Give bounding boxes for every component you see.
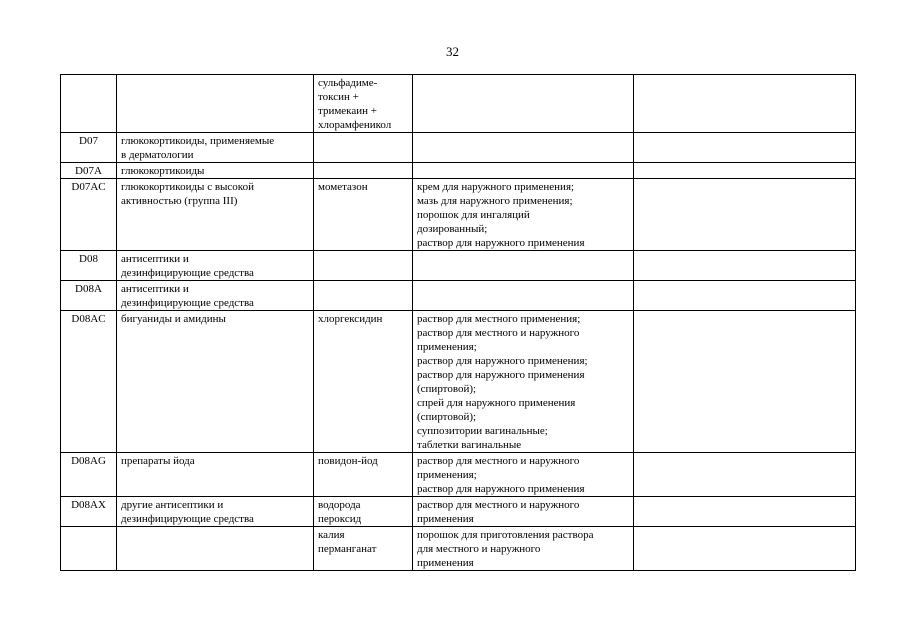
dosage-forms-cell — [413, 163, 634, 179]
extra-cell — [634, 179, 856, 251]
extra-cell — [634, 251, 856, 281]
group-name-cell — [117, 453, 314, 497]
atc-code-cell — [61, 497, 117, 527]
substance-cell — [314, 527, 413, 571]
dosage-form-line: раствор для местного и наружного — [417, 327, 580, 339]
group-name-line: другие антисептики и — [121, 499, 224, 511]
substance-line: перманганат — [318, 543, 377, 555]
group-name-line: дезинфицирующие средства — [121, 267, 254, 279]
table-row — [61, 527, 856, 571]
dosage-form-line: суппозитории вагинальные; — [417, 425, 548, 437]
atc-code: D08A — [75, 283, 102, 295]
atc-code: D08AG — [71, 455, 106, 467]
table-row — [61, 497, 856, 527]
atc-code-cell — [61, 453, 117, 497]
dosage-form-line: порошок для приготовления раствора — [417, 529, 594, 541]
extra-cell — [634, 281, 856, 311]
atc-code: D08AC — [71, 313, 106, 325]
dosage-forms-cell — [413, 75, 634, 133]
dosage-forms-cell — [413, 311, 634, 453]
dosage-form-line: (спиртовой); — [417, 383, 477, 395]
substance-line: повидон-йод — [318, 455, 378, 467]
extra-cell — [634, 75, 856, 133]
group-name-cell — [117, 281, 314, 311]
atc-code-cell — [61, 179, 117, 251]
substance-line: хлорамфеникол — [318, 119, 392, 131]
substance-cell — [314, 497, 413, 527]
dosage-form-line: раствор для местного и наружного — [417, 499, 580, 511]
substance-line: хлоргексидин — [318, 313, 383, 325]
atc-code: D07A — [75, 165, 102, 177]
group-name-line: антисептики и — [121, 283, 189, 295]
group-name-cell — [117, 179, 314, 251]
dosage-form-line: (спиртовой); — [417, 411, 477, 423]
group-name-line: глюкокортикоиды — [121, 165, 205, 177]
group-name-line: в дерматологии — [121, 149, 194, 161]
dosage-forms-cell — [413, 453, 634, 497]
atc-code-cell — [61, 311, 117, 453]
dosage-forms-cell — [413, 251, 634, 281]
substance-cell — [314, 453, 413, 497]
substance-line: калия — [318, 529, 345, 541]
group-name-line: бигуаниды и амидины — [121, 313, 226, 325]
substance-line: мометазон — [318, 181, 368, 193]
dosage-form-line: раствор для наружного применения — [417, 483, 585, 495]
substance-cell — [314, 75, 413, 133]
group-name-cell — [117, 163, 314, 179]
drug-table — [60, 74, 856, 571]
atc-code-cell — [61, 527, 117, 571]
extra-cell — [634, 311, 856, 453]
group-name-cell — [117, 133, 314, 163]
dosage-form-line: раствор для наружного применения — [417, 237, 585, 249]
substance-line: токсин + — [318, 91, 359, 103]
table-row — [61, 133, 856, 163]
substance-line: водорода — [318, 499, 361, 511]
dosage-form-line: применения — [417, 557, 474, 569]
substance-cell — [314, 163, 413, 179]
dosage-form-line: крем для наружного применения; — [417, 181, 575, 193]
group-name-cell — [117, 311, 314, 453]
dosage-form-line: таблетки вагинальные — [417, 439, 522, 451]
group-name-line: препараты йода — [121, 455, 195, 467]
substance-line: сульфадиме- — [318, 77, 378, 89]
substance-cell — [314, 281, 413, 311]
dosage-forms-cell — [413, 497, 634, 527]
atc-code-cell — [61, 75, 117, 133]
page-number: 32 — [446, 44, 459, 59]
group-name-cell — [117, 251, 314, 281]
extra-cell — [634, 497, 856, 527]
extra-cell — [634, 527, 856, 571]
table-row — [61, 453, 856, 497]
drug-table-body — [61, 75, 856, 571]
substance-line: пероксид — [318, 513, 362, 525]
table-row — [61, 75, 856, 133]
table-row — [61, 311, 856, 453]
dosage-form-line: раствор для наружного применения; — [417, 355, 588, 367]
atc-code: D07 — [79, 135, 98, 147]
atc-code-cell — [61, 281, 117, 311]
group-name-line: активностью (группа III) — [121, 195, 238, 207]
extra-cell — [634, 133, 856, 163]
substance-line: тримекаин + — [318, 105, 377, 117]
extra-cell — [634, 163, 856, 179]
group-name-cell — [117, 527, 314, 571]
extra-cell — [634, 453, 856, 497]
dosage-form-line: применения; — [417, 469, 477, 481]
atc-code-cell — [61, 133, 117, 163]
dosage-form-line: для местного и наружного — [417, 543, 541, 555]
dosage-form-line: спрей для наружного применения — [417, 397, 576, 409]
table-row — [61, 251, 856, 281]
dosage-forms-cell — [413, 281, 634, 311]
dosage-form-line: раствор для местного и наружного — [417, 455, 580, 467]
substance-cell — [314, 311, 413, 453]
group-name-line: дезинфицирующие средства — [121, 297, 254, 309]
dosage-form-line: порошок для ингаляций — [417, 209, 530, 221]
dosage-form-line: раствор для наружного применения — [417, 369, 585, 381]
atc-code: D07AC — [71, 181, 106, 193]
group-name-line: глюкокортикоиды с высокой — [121, 181, 254, 193]
dosage-form-line: применения; — [417, 341, 477, 353]
substance-cell — [314, 251, 413, 281]
group-name-cell — [117, 75, 314, 133]
atc-code-cell — [61, 251, 117, 281]
group-name-line: дезинфицирующие средства — [121, 513, 254, 525]
dosage-form-line: раствор для местного применения; — [417, 313, 581, 325]
substance-cell — [314, 179, 413, 251]
atc-code-cell — [61, 163, 117, 179]
substance-cell — [314, 133, 413, 163]
atc-code: D08AX — [71, 499, 106, 511]
atc-code: D08 — [79, 253, 98, 265]
dosage-forms-cell — [413, 133, 634, 163]
group-name-line: глюкокортикоиды, применяемые — [121, 135, 275, 147]
dosage-form-line: дозированный; — [417, 223, 488, 235]
group-name-cell — [117, 497, 314, 527]
table-row — [61, 179, 856, 251]
table-row — [61, 163, 856, 179]
dosage-forms-cell — [413, 527, 634, 571]
dosage-form-line: применения — [417, 513, 474, 525]
group-name-line: антисептики и — [121, 253, 189, 265]
dosage-form-line: мазь для наружного применения; — [417, 195, 573, 207]
dosage-forms-cell — [413, 179, 634, 251]
table-row — [61, 281, 856, 311]
